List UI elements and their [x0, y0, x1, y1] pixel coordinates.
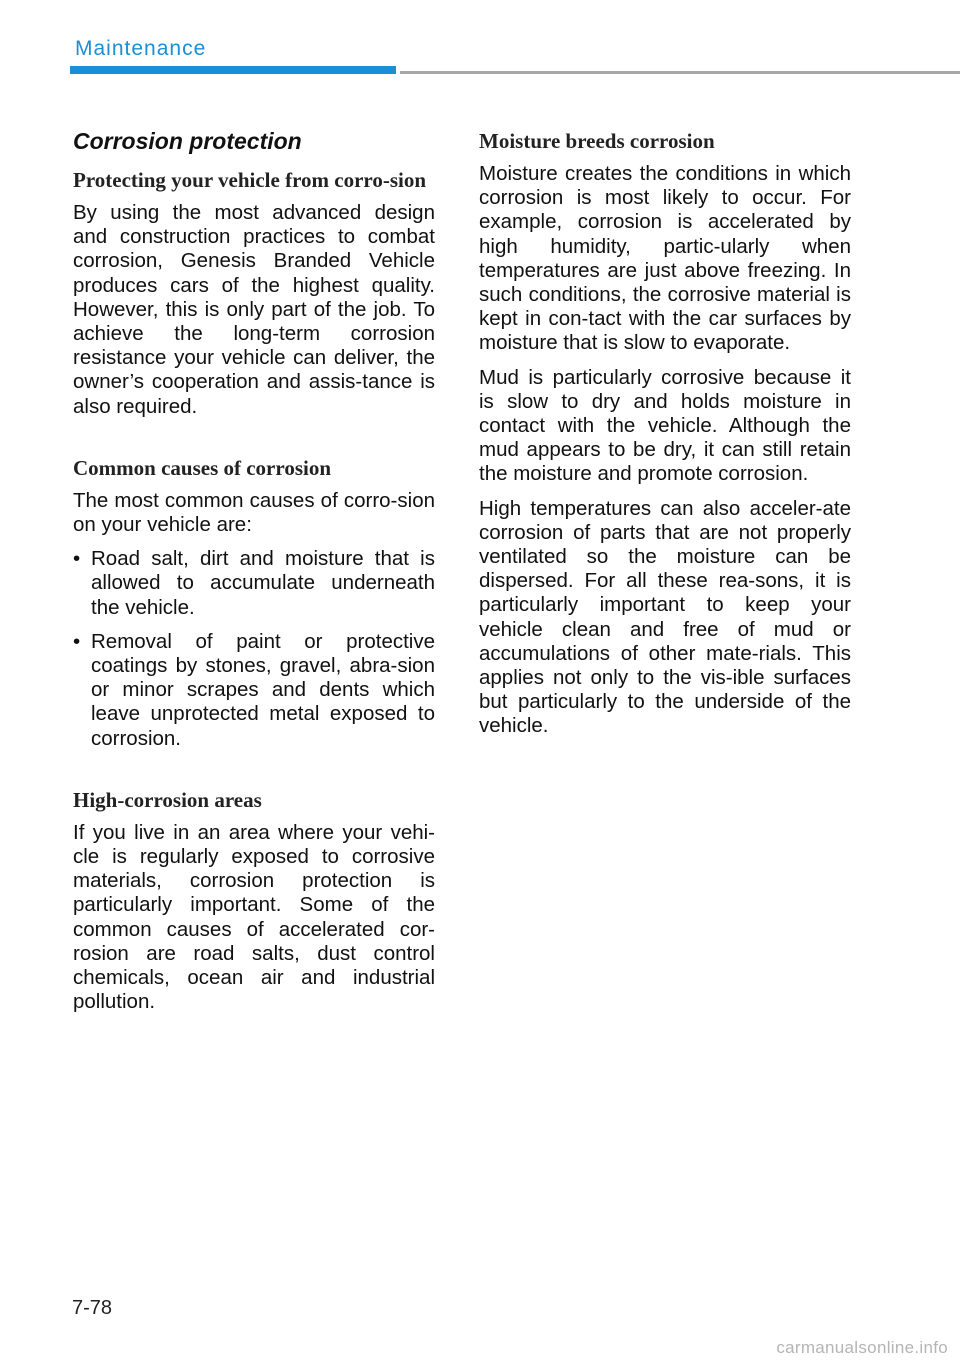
- right-column: [479, 128, 851, 749]
- paragraph-moisture-2: Mud is particularly corrosive because it is slow to dry and holds moisture in contact with the vehicle. Although the mud appears to be dry, it can still retain the moisture and promote corrosion.: [479, 365, 851, 486]
- header-accent-rule: [70, 66, 396, 74]
- causes-list: [73, 547, 435, 751]
- heading-high-corrosion-areas: High-corrosion areas: [73, 787, 262, 812]
- list-item: • Removal of paint or protective coatings by stones, gravel, abra-sion or minor scrapes and dents which leave unprotected metal exposed to corrosion.: [73, 630, 435, 751]
- page-number: 7-78: [72, 1297, 113, 1319]
- heading-moisture-corrosion: Moisture breeds corrosion: [479, 129, 715, 153]
- paragraph-moisture-3: High temperatures can also acceler-ate corrosion of parts that are not properly ventilated so the moisture can be dispersed. For all these rea-sons, it is particularly important to keep your vehicle clean and free of mud or accumulations of other mate-rials. This applies not only to the vis-ible surfaces but particularly to the underside of the vehicle.: [479, 496, 851, 738]
- list-item: • Road salt, dirt and moisture that is allowed to accumulate underneath the vehicle.: [73, 547, 435, 620]
- paragraph-high-corrosion-areas: If you live in an area where your vehi-cle is regularly exposed to corrosive materials, corrosion protection is particularly important. Some of the common causes of accelerated cor-rosion are road salts, dust control chemicals, ocean air and industrial pollution.: [73, 820, 435, 1014]
- paragraph-common-causes: The most common causes of corro-sion on your vehicle are:: [73, 488, 435, 537]
- heading-protecting-vehicle: Protecting your vehicle from corro-sion: [73, 168, 427, 192]
- heading-common-causes: Common causes of corrosion: [73, 455, 332, 480]
- page-title: Corrosion protection: [73, 128, 302, 154]
- header-divider-rule: [400, 71, 960, 74]
- watermark: carmanualsonline.info: [776, 1338, 948, 1357]
- section-label: Maintenance: [75, 37, 207, 60]
- left-column: [73, 128, 435, 1024]
- paragraph-protecting-vehicle: By using the most advanced design and construction practices to combat corrosion, Genesis Branded Vehicle produces cars of the highest quality. However, this is only part of the job. To achieve the long-term corrosion resistance your vehicle can deliver, the owner’s cooperation and assis-tance is also required.: [73, 201, 435, 418]
- paragraph-moisture-1: Moisture creates the conditions in which corrosion is most likely to occur. For example, corrosion is accelerated by high humidity, partic-ularly when temperatures are just above freezing. In such conditions, the corrosive material is kept in con-tact with the car surfaces by moisture that is slow to evaporate.: [479, 162, 851, 355]
